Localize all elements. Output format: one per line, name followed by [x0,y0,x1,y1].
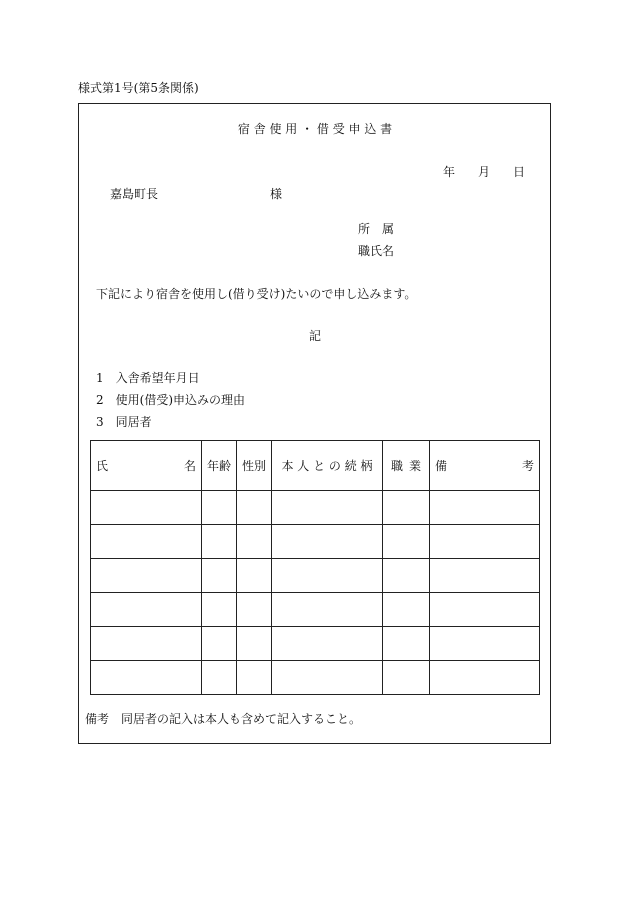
table-row[interactable] [91,661,540,695]
cell-remarks[interactable] [430,491,540,525]
item-1 [96,371,200,385]
cell-relation[interactable] [272,593,383,627]
ki-heading: 記 [308,329,321,343]
cell-name[interactable] [91,627,202,661]
header-sex: 性別 [237,441,272,491]
addressee-honorific: 様 [270,187,283,201]
cell-name[interactable] [91,525,202,559]
cell-relation[interactable] [272,559,383,593]
table-row[interactable] [91,593,540,627]
table-row[interactable] [91,525,540,559]
table-row[interactable] [91,559,540,593]
date-year: 年 [443,165,456,179]
cell-relation[interactable] [272,491,383,525]
table-row[interactable] [91,627,540,661]
cell-occupation[interactable] [383,491,430,525]
cell-remarks[interactable] [430,593,540,627]
item-text: 入舎希望年月日 [115,371,200,385]
item-text: 使用(借受)申込みの理由 [115,393,246,407]
cell-age[interactable] [202,491,237,525]
cell-age[interactable] [202,525,237,559]
cell-occupation[interactable] [383,627,430,661]
cell-relation[interactable] [272,661,383,695]
cell-name[interactable] [91,559,202,593]
cell-sex[interactable] [237,593,272,627]
cell-remarks[interactable] [430,559,540,593]
item-number: 2 [96,393,104,407]
cell-age[interactable] [202,661,237,695]
cell-sex[interactable] [237,525,272,559]
cell-remarks[interactable] [430,627,540,661]
date-day: 日 [513,165,526,179]
cohabitant-table [90,440,540,695]
item-3 [96,415,152,429]
cell-name[interactable] [91,593,202,627]
cell-relation[interactable] [272,525,383,559]
cell-name[interactable] [91,491,202,525]
cell-occupation[interactable] [383,525,430,559]
item-number: 1 [96,371,104,385]
cell-sex[interactable] [237,491,272,525]
cell-age[interactable] [202,559,237,593]
header-age: 年齢 [202,441,237,491]
item-text: 同居者 [115,415,152,429]
cell-relation[interactable] [272,627,383,661]
table-header-row [91,441,540,491]
cell-name[interactable] [91,661,202,695]
cell-age[interactable] [202,627,237,661]
cell-remarks[interactable] [430,661,540,695]
table-row[interactable] [91,491,540,525]
date-month: 月 [478,165,491,179]
cell-age[interactable] [202,593,237,627]
header-relation: 本 人 と の 続 柄 [272,441,383,491]
header-name: 氏 名 [91,441,202,491]
cell-sex[interactable] [237,627,272,661]
cell-sex[interactable] [237,559,272,593]
cell-occupation[interactable] [383,559,430,593]
header-remarks: 備 考 [430,441,540,491]
table-body [91,491,540,695]
cell-remarks[interactable] [430,525,540,559]
form-title: 宿 舎 使 用 ・ 借 受 申 込 書 [237,122,393,136]
affiliation-label: 所 属 [358,222,395,236]
cell-occupation[interactable] [383,593,430,627]
name-label: 職氏名 [358,244,395,258]
form-number: 様式第1号(第5条関係) [78,81,199,95]
intro-text: 下記により宿舎を使用し(借り受け)たいので申し込みます。 [96,287,417,301]
header-occupation: 職 業 [383,441,430,491]
cell-sex[interactable] [237,661,272,695]
footnote: 備考 同居者の記入は本人も含めて記入すること。 [85,712,362,726]
item-2 [96,393,245,407]
addressee-name: 嘉島町長 [110,187,159,201]
cell-occupation[interactable] [383,661,430,695]
item-number: 3 [96,415,104,429]
